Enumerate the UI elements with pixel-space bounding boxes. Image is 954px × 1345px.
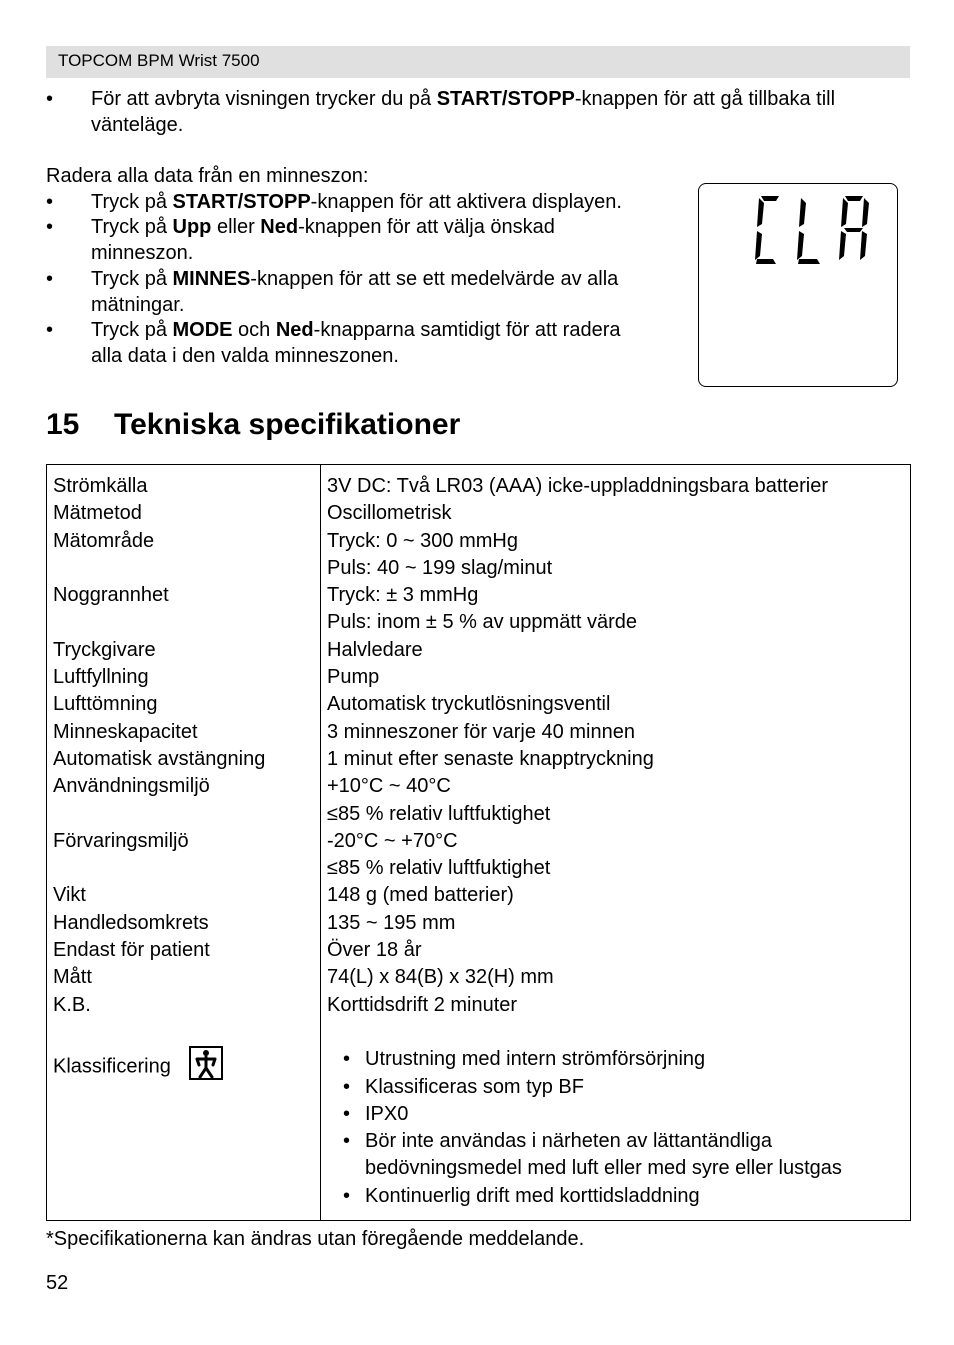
spec-value: Över 18 år [327,939,422,962]
spec-value: Automatisk tryckutlösningsventil [327,693,611,716]
spec-value: Puls: inom ± 5 % av uppmätt värde [327,611,638,634]
spec-label: Mått [53,966,92,989]
spec-label: Endast för patient [53,939,210,962]
classification-item: • Klassificeras som typ BF [343,1075,584,1098]
spec-label: Strömkälla [53,475,148,497]
spec-value: 3 minneszoner för varje 40 minnen [327,720,635,743]
spec-value: Halvledare [327,638,423,661]
spec-label [53,555,320,582]
spec-values-column [321,465,911,1221]
spec-label: Tryckgivare [53,638,156,661]
spec-value: 3V DC: Två LR03 (AAA) icke-uppladdningsbara batterier [327,475,828,497]
erase-step: • Tryck på MINNES-knappen för att se ett medelvärde av alla mätningar. [46,267,619,316]
spec-label [53,609,320,636]
classification-item: • Utrustning med intern strömförsörjning [343,1048,706,1071]
spec-label: Luftfyllning [53,666,149,689]
footnote: *Specifikationerna kan ändras utan föregående meddelande. [46,1228,585,1250]
classification-item: • Kontinuerlig drift med korttidsladdning [343,1184,700,1207]
page-number: 52 [46,1272,69,1294]
spec-value: 74(L) x 84(B) x 32(H) mm [327,966,554,989]
erase-step: • Tryck på MODE och Ned-knapparna samtidigt för att radera alla data i den valda minneszonen. [46,319,621,367]
spec-label: Handledsomkrets [53,911,209,934]
spec-label: Lufttömning [53,693,158,716]
spec-value: Tryck: 0 ~ 300 mmHg [327,529,518,552]
section-title: 15 Tekniska specifikationer [46,408,461,441]
spec-labels-column [47,465,321,1221]
type-bf-icon [189,1046,223,1088]
spec-value: 135 ~ 195 mm [327,911,456,934]
spec-value: 148 g (med batterier) [327,884,514,907]
spec-label: Minneskapacitet [53,720,198,743]
spec-value: Oscillometrisk [327,502,452,525]
erase-step: • Tryck på Upp eller Ned-knappen för att välja önskad minneszon. [46,216,555,265]
spec-label: Användningsmiljö [53,775,210,798]
classification-item: • IPX0 [343,1102,409,1125]
spec-value: Pump [327,666,380,689]
lcd-cla-readout [699,184,899,388]
spec-label: Förvaringsmiljö [53,829,189,852]
spec-label [53,1019,320,1046]
erase-steps [46,190,656,370]
intro-bullet: • För att avbryta visningen trycker du på START/STOPP-knappen för att gå tillbaka till vänteläge. [46,88,836,136]
spec-value: Tryck: ± 3 mmHg [327,584,479,607]
spec-value: Korttidsdrift 2 minuter [327,993,518,1016]
classification-item: • Bör inte användas i närheten av lättantändliga bedövningsmedel med luft eller med syre eller lustgas [343,1130,842,1180]
spec-value: 1 minut efter senaste knapptryckning [327,747,654,770]
spec-value: +10°C ~ 40°C [327,775,451,798]
spec-table [46,464,911,1221]
spec-label: Mätområde [53,529,155,552]
spec-label: Klassificering [53,1046,320,1088]
spec-value: Puls: 40 ~ 199 slag/minut [327,556,553,579]
spec-label: Vikt [53,884,86,907]
page-header: TOPCOM BPM Wrist 7500 [46,46,910,78]
lcd-display [698,183,898,387]
classification-list [327,1046,910,1210]
spec-value: -20°C ~ +70°C [327,829,458,852]
erase-heading: Radera alla data från en minneszon: [46,165,369,187]
spec-label: K.B. [53,993,91,1016]
spec-label [53,855,320,882]
erase-step: • Tryck på START/STOPP-knappen för att aktivera displayen. [46,190,622,213]
spec-label [53,801,320,828]
spec-label: Noggrannhet [53,584,169,607]
spec-value: ≤85 % relativ luftfuktighet [327,857,551,880]
spec-label: Mätmetod [53,502,142,525]
spec-value: ≤85 % relativ luftfuktighet [327,802,551,825]
spec-label: Automatisk avstängning [53,747,266,770]
erase-instructions [46,164,656,370]
